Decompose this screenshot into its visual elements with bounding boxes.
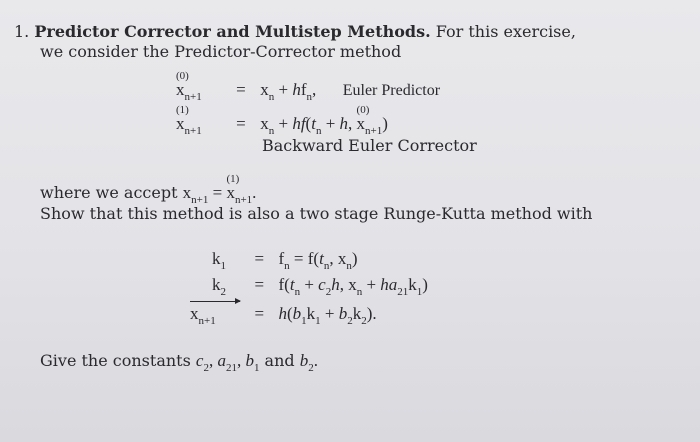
and-word: and (264, 351, 295, 370)
problem-intro: For this exercise, (435, 22, 576, 41)
problem-intro-line2: we consider the Predictor-Corrector method (40, 42, 402, 61)
predictor-lhs: x (0) $_{n+1}$ (176, 70, 202, 103)
give-prefix: Give the constants (40, 351, 191, 370)
problem-number: 1. (14, 22, 30, 41)
problem-header (14, 22, 576, 41)
corrector-equation: x (1) $_{n+1} = x_n + hf(t_n + h$, x (0) $_{n+1}$) (176, 104, 388, 137)
corrector-lhs: x (1) $_{n+1}$ (176, 104, 202, 137)
give-constants-line: Give the constants $c_2$, $a_{21}$, $b_1$ and $b_2$. (40, 351, 318, 374)
rk-k1-equation: $k_1 = f_n = f(t_n$, $x_n$) (212, 249, 358, 272)
predictor-rhs: $x_n + hf_n$, (260, 80, 317, 103)
rk-xnext-equation: $x_{n+1} = h(b_1k_1 + b_2k_2)$. (190, 304, 377, 327)
accept-line: where we accept $x_{n+1} = x$ (1) $_{n+1}$. (40, 173, 257, 206)
show-line: Show that this method is also a two stage Runge-Kutta method with (40, 204, 593, 223)
rk-k2-equation: $k_2 = f(t_n + c_2h$, $x_n + ha_{21}k_1$) (212, 275, 428, 298)
problem-title: Predictor Corrector and Multistep Methods. (34, 22, 431, 41)
predictor-equation: x (0) $_{n+1} = x_n + hf_n$, Euler Predictor (176, 70, 441, 103)
corrector-rhs: $x_n + hf(t_n + h$, x (0) $_{n+1}$) (260, 104, 388, 137)
backward-euler-label: Backward Euler Corrector (262, 136, 477, 155)
euler-predictor-label: Euler Predictor (342, 82, 441, 99)
accept-prefix: where we accept (40, 183, 178, 202)
